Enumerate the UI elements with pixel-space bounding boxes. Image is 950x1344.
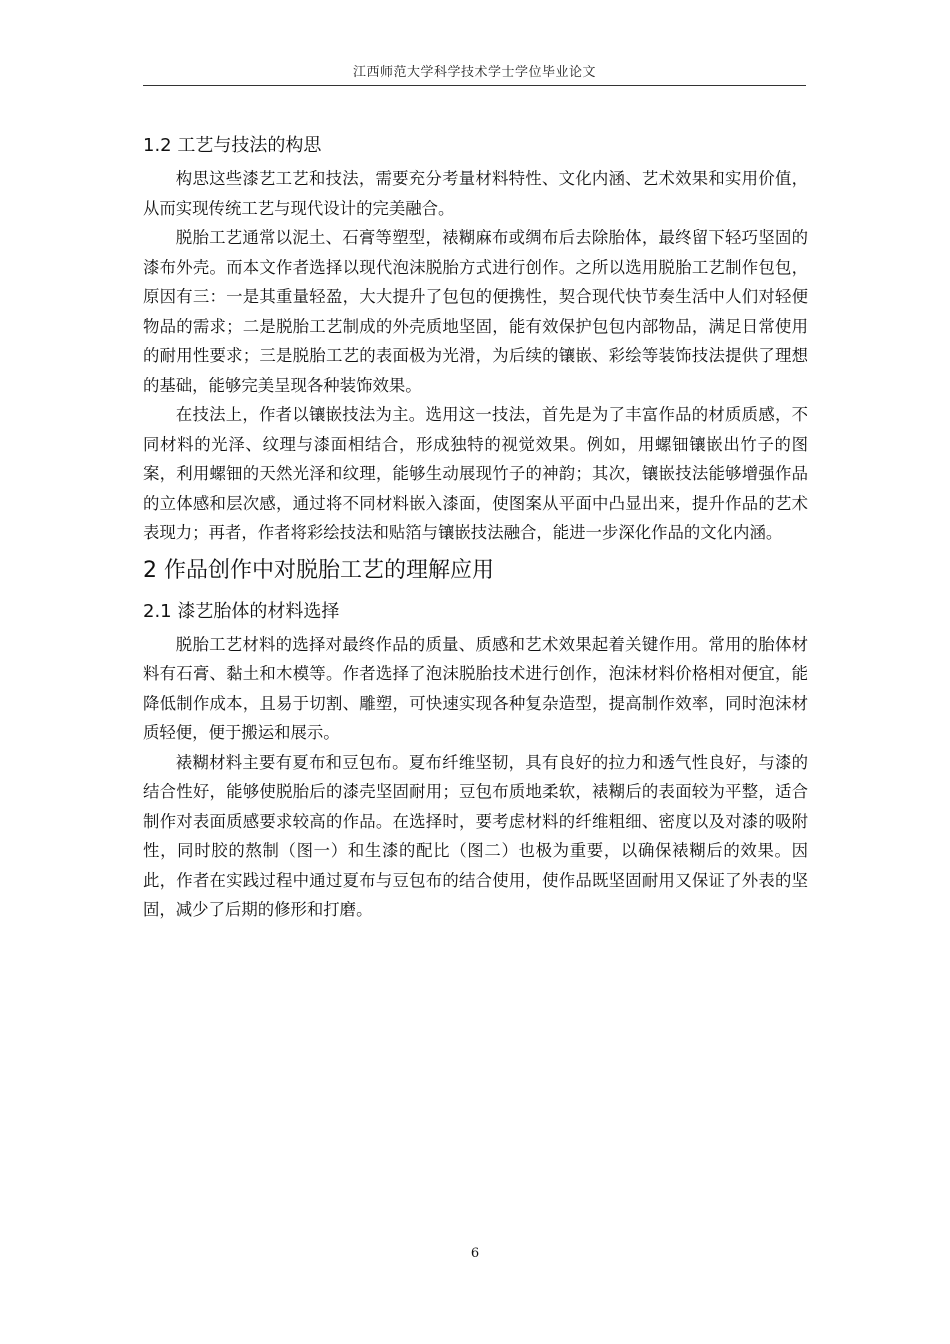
page-number: 6 <box>470 1246 480 1261</box>
paragraph: 裱糊材料主要有夏布和豆包布。夏布纤维坚韧，具有良好的拉力和透气性良好，与漆的结合性好，能够使脱胎后的漆壳坚固耐用；豆包布质地柔软，裱糊后的表面较为平整，适合制作对表面质感要求较高的作品。在选择时，要考虑材料的纤维粗细、密度以及对漆的吸附性，同时胶的熬制（图一）和生漆的配比（图二）也极为重要，以确保裱糊后的效果。因此，作者在实践过程中通过夏布与豆包布的结合使用，使作品既坚固耐用又保证了外表的坚固，减少了后期的修形和打磨。 <box>143 752 808 919</box>
running-header: 江西师范大学科学技术学士学位毕业论文 <box>352 65 596 80</box>
header-rule <box>143 85 806 86</box>
paragraph: 脱胎工艺材料的选择对最终作品的质量、质感和艺术效果起着关键作用。常用的胎体材料有石膏、黏土和木模等。作者选择了泡沫脱胎技术进行创作，泡沫材料价格相对便宜，能降低制作成本，且易于切割、雕塑，可快速实现各种复杂造型，提高制作效率，同时泡沫材质轻便，便于搬运和展示。 <box>143 634 808 742</box>
section-heading-1-2: 1.2 工艺与技法的构思 <box>143 135 322 156</box>
chapter-heading-2: 2 作品创作中对脱胎工艺的理解应用 <box>143 557 494 583</box>
paragraph: 在技法上，作者以镶嵌技法为主。选用这一技法，首先是为了丰富作品的材质质感，不同材料的光泽、纹理与漆面相结合，形成独特的视觉效果。例如，用螺钿镶嵌出竹子的图案，利用螺钿的天然光泽和纹理，能够生动展现竹子的神韵；其次，镶嵌技法能够增强作品的立体感和层次感，通过将不同材料嵌入漆面，使图案从平面中凸显出来，提升作品的艺术表现力；再者，作者将彩绘技法和贴箔与镶嵌技法融合，能进一步深化作品的文化内涵。 <box>143 405 808 542</box>
paragraph: 脱胎工艺通常以泥土、石膏等塑型，裱糊麻布或绸布后去除胎体，最终留下轻巧坚固的漆布外壳。而本文作者选择以现代泡沫脱胎方式进行创作。之所以选用脱胎工艺制作包包，原因有三：一是其重量轻盈，大大提升了包包的便携性，契合现代快节奏生活中人们对轻便物品的需求；二是脱胎工艺制成的外壳质地坚固，能有效保护包包内部物品，满足日常使用的耐用性要求；三是脱胎工艺的表面极为光滑，为后续的镶嵌、彩绘等装饰技法提供了理想的基础，能够完美呈现各种装饰效果。 <box>143 228 808 395</box>
paragraph: 构思这些漆艺工艺和技法，需要充分考量材料特性、文化内涵、艺术效果和实用价值，从而实现传统工艺与现代设计的完美融合。 <box>143 169 808 218</box>
section-heading-2-1: 2.1 漆艺胎体的材料选择 <box>143 600 340 622</box>
page-body <box>143 128 808 925</box>
